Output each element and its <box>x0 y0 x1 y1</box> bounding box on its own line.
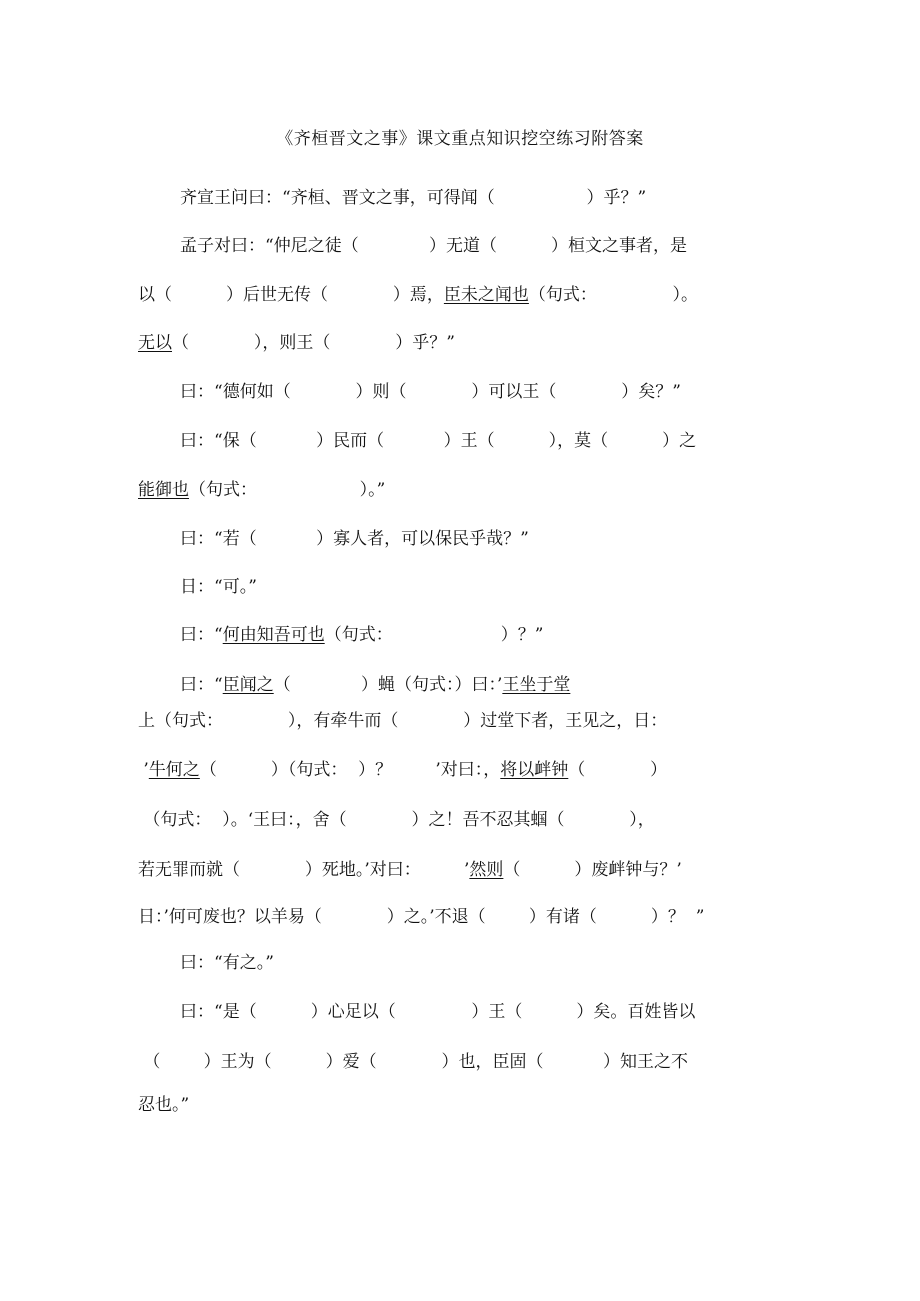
text-segment: 以（ ）后世无传（ ）焉， <box>138 285 444 305</box>
text-line <box>138 283 698 307</box>
text-line <box>180 623 543 647</box>
text-segment: 日：“可。” <box>180 577 257 597</box>
text-segment: （ ）王为（ ）爱（ ）也，臣固（ ）知王之不 <box>138 1052 688 1072</box>
underlined-phrase: 然则 <box>469 860 504 880</box>
underlined-phrase: 牛何之 <box>148 760 200 780</box>
text-line <box>138 1093 189 1117</box>
text-segment: 曰：“是（ ）心足以（ ）王（ ）矣。百姓皆以 <box>180 1002 696 1022</box>
underlined-phrase: 臣未之闻也 <box>443 285 529 305</box>
text-line <box>180 1000 695 1024</box>
text-segment: 若无罪而就（ ）死地。’对曰： ’ <box>138 860 470 880</box>
text-segment: （句式： ）。” <box>189 480 386 500</box>
text-line <box>180 186 646 210</box>
text-segment: 日：’何可废也？以羊易（ ）之。’不退（ ）有诸（ ）？ ” <box>138 907 705 927</box>
text-line <box>180 951 274 975</box>
text-line <box>138 478 385 502</box>
text-line <box>180 673 570 697</box>
text-segment: 上（句式： ），有牵牛而（ ）过堂下者，王见之，日： <box>138 711 668 731</box>
text-segment: （ ）蝇（句式：）曰：’ <box>273 675 503 695</box>
text-line <box>138 758 667 782</box>
text-segment: 齐宣王问曰：“齐桓、晋文之事，可得闻（ ）乎？” <box>180 188 647 208</box>
text-segment: 忍也。” <box>138 1095 190 1115</box>
text-segment: 曰：“ <box>180 625 223 645</box>
text-segment: （ ），则王（ ）乎？” <box>172 333 455 353</box>
text-segment: （句式： ）。‘王曰：，舍（ ）之！吾不忍其蝈（ ）， <box>138 810 655 830</box>
text-segment: （ ）废衅钟与？’ <box>503 860 682 880</box>
underlined-phrase: 何由知吾可也 <box>222 625 325 645</box>
underlined-phrase: 臣闻之 <box>222 675 274 695</box>
document-title: 《齐桓晋文之事》课文重点知识挖空练习附答案 <box>276 129 644 149</box>
underlined-phrase: 无以 <box>138 333 172 353</box>
text-segment: （句式： ）？” <box>324 625 544 645</box>
text-segment: 曰：“德何如（ ）则（ ）可以王（ ）矣？” <box>180 382 681 402</box>
text-line <box>138 808 655 832</box>
text-line <box>138 905 704 929</box>
text-segment: 曰：“ <box>180 675 223 695</box>
text-line <box>138 1050 688 1074</box>
text-line <box>180 234 687 258</box>
text-line <box>138 709 667 733</box>
text-line <box>180 380 681 404</box>
text-segment: 曰：“若（ ）寡人者，可以保民乎哉？” <box>180 529 529 549</box>
text-segment: （ ）（句式： ）？ ’对曰：， <box>199 760 501 780</box>
text-segment: ’ <box>138 760 149 780</box>
text-line <box>138 858 682 882</box>
text-line <box>180 429 696 453</box>
text-segment: （ ） <box>568 760 668 780</box>
text-line <box>138 331 455 355</box>
text-line <box>180 527 529 551</box>
underlined-phrase: 将以衅钟 <box>500 760 569 780</box>
text-line <box>180 575 257 599</box>
text-segment: 孟子对曰：“仲尼之徒（ ）无道（ ）桓文之事者，是 <box>180 236 687 256</box>
text-segment: 曰：“保（ ）民而（ ）王（ ），莫（ ）之 <box>180 431 697 451</box>
text-segment: 曰：“有之。” <box>180 953 274 973</box>
underlined-phrase: 王坐于堂 <box>502 675 571 695</box>
underlined-phrase: 能御也 <box>138 480 189 500</box>
text-segment: （句式： ）。 <box>528 285 699 305</box>
